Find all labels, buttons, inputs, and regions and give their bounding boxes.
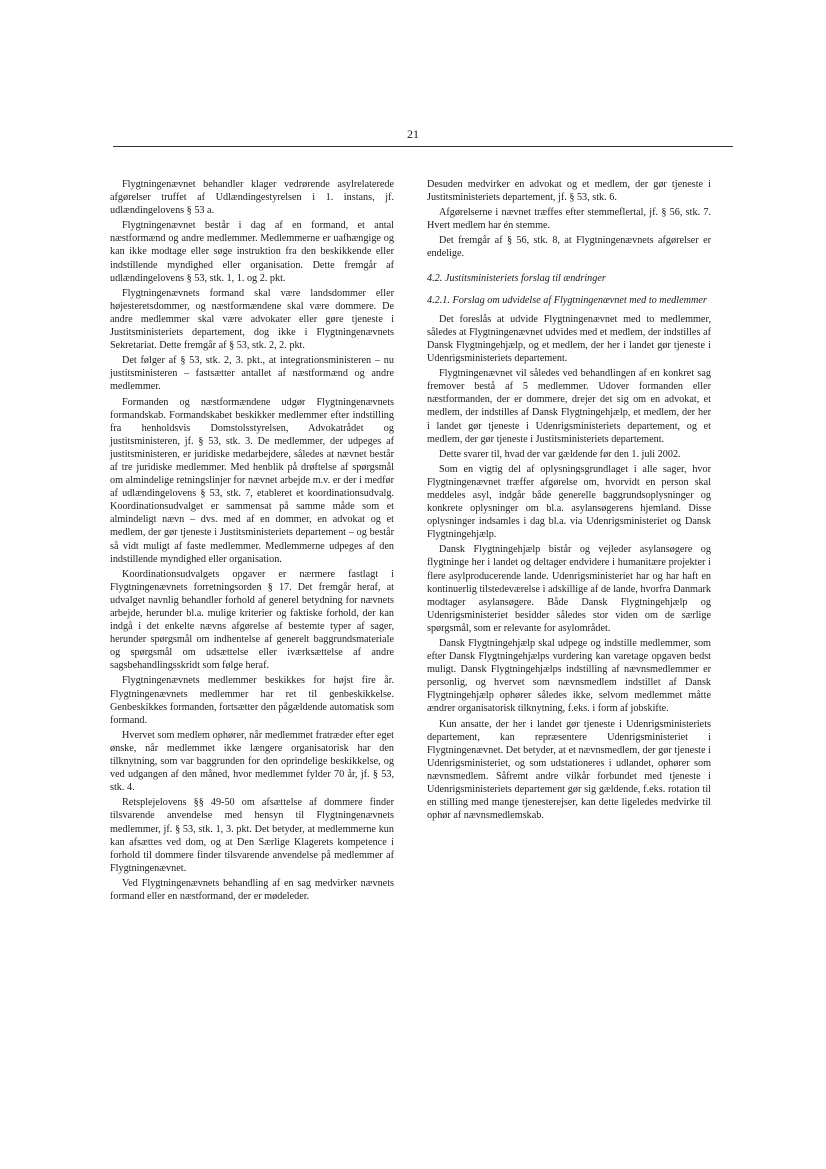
paragraph: Koordinationsudvalgets opgaver er nærmere fastlagt i Flygtningenævnets forretningsorden § 17. Det fremgår heraf, at udvalget navnlig behandler forhold af generel betydning for nævnets arbejde, herunder bl.a. mulige kriterier og faktiske forhold, der kan indgå i det enkelte nævns afgørelse af bestemte typer af sager, herunder spørgsmål om indhentelse af generelt baggrundsmateriale og spørgsmål om udsættelse eller iværksættelse af andre sagsbehandlingsskridt som følge heraf. — [110, 568, 394, 672]
paragraph: Som en vigtig del af oplysningsgrundlaget i alle sager, hvor Flygtningenævnet træffer afgørelse om, hvorvidt en person skal meddeles asyl, indgår både generelle baggrundsoplysninger og konkrete oplysninger om bl.a. asylansøgerens hjemland. Disse oplysninger indsamles i dag bl.a. via Udenrigsministeriet og Dansk Flygtningehjælp. — [427, 463, 711, 541]
header-rule — [113, 146, 733, 147]
page-number: 21 — [407, 127, 419, 141]
paragraph: Formanden og næstformændene udgør Flygtningenævnets formandskab. Formandskabet beskikker medlemmer efter indstilling fra henholdsvis Domstolsstyrelsen, Advokatrådet og justitsministeren, jf. § 53, stk. 3. De medlemmer, der udpeges af justitsministeren, er juridiske medarbejdere, således at nævnet består af tre juridiske medlemmer. Med henblik på drøftelse af spørgsmål om almindelige retningslinjer for nævnet arbejde m.v. er der i medfør af udlændingelovens § 53, stk. 7, etableret et koordinationsudvalg. Koordinationsudvalget er sammensat på samme måde som et almindeligt nævn – dvs. med af en dommer, en advokat og et medlem, der gør tjeneste i Justitsministeriets departement – og består så vidt muligt af faste medlemmer. Medlemmerne udpeges af den indstillende myndighed eller organisation. — [110, 396, 394, 565]
paragraph: Ved Flygtningenævnets behandling af en sag medvirker nævnets formand eller en næstformand, der er mødeleder. — [110, 877, 394, 902]
left-column — [110, 178, 394, 905]
paragraph: Det foreslås at udvide Flygtningenævnet med to medlemmer, således at Flygtningenævnet udvides med et medlem, der indstilles af Dansk Flygtningehjælp, og et medlem, der her i landet gør tjeneste i Udenrigsministeriets departement. — [427, 313, 711, 365]
paragraph: Det følger af § 53, stk. 2, 3. pkt., at integrationsministeren – nu justitsministeren – fastsætter antallet af næstformænd og andre medlemmer. — [110, 355, 394, 393]
section-heading: 4.2. Justitsministeriets forslag til ændringer — [427, 272, 606, 284]
paragraph: Afgørelserne i nævnet træffes efter stemmeflertal, jf. § 56, stk. 7. Hvert medlem har én stemme. — [427, 207, 711, 232]
paragraph: Dansk Flygtningehjælp skal udpege og indstille medlemmer, som efter Dansk Flygtningehjælps vurdering kan varetage opgaven bedst muligt. Dansk Flygtningehjælps indstilling af nævnsmedlemmer er personlig, og hvervet som nævnsmedlem indstillet af Dansk Flygtningehjælp ophører således ikke, selvom medlemmet måtte ændrer organisatorisk tilknytning, f.eks. i form af jobskifte. — [427, 638, 711, 715]
paragraph: Det fremgår af § 56, stk. 8, at Flygtningenævnets afgørelser er endelige. — [427, 235, 711, 260]
paragraph: Flygtningenævnet består i dag af en formand, et antal næstformænd og andre medlemmer. Medlemmerne er uafhængige og kan ikke modtage eller søge instruktion fra den beskikkende eller indstillende myndighed eller organisation. Dette fremgår af udlændingelovens § 53, stk. 1, 1. og 2. pkt. — [110, 220, 394, 284]
right-column — [427, 178, 711, 824]
subsection-heading: 4.2.1. Forslag om udvidelse af Flygtningenævnet med to medlemmer — [427, 294, 707, 306]
paragraph: Retsplejelovens §§ 49-50 om afsættelse af dommere finder tilsvarende anvendelse med hensyn til Flygtningenævnets medlemmer, jf. § 53, stk. 1, 3. pkt. Det betyder, at medlemmerne kun kan afsættes ved dom, og at Den Særlige Klagerets kompetence i forhold til dommere finder tilsvarende anvendelse på medlemmer af Flygtningenævnet. — [110, 797, 394, 874]
paragraph: Desuden medvirker en advokat og et medlem, der gør tjeneste i Justitsministeriets departement, jf. § 53, stk. 6. — [427, 179, 711, 204]
paragraph: Hvervet som medlem ophører, når medlemmet fratræder efter eget ønske, når medlemmet ikke længere organisatorisk har den tilknytning, som var baggrunden for den oprindelige beskikkelse, og ved udgangen af den måned, hvor medlemmet fylder 70 år, jf. § 53, stk. 4. — [110, 729, 394, 794]
paragraph: Kun ansatte, der her i landet gør tjeneste i Udenrigsministeriets departement, kan repræsentere Udenrigsministeriet i Flygtningenævnet. Det betyder, at et nævnsmedlem, der gør tjeneste i Udenrigsministeriet, og som udstationeres i udlandet, ophører som nævnsmedlem. Såfremt andre vilkår forbundet med tjeneste i Udenrigsministeriets departement gør sig gældende, f.eks. rotation til en stilling med mange tjenesterejser, kan dette ligeledes medvirke til ophør af nævnsmedlemskab. — [427, 718, 711, 822]
paragraph: Flygtningenævnet vil således ved behandlingen af en konkret sag fremover bestå af 5 medlemmer. Udover formanden eller næstformanden, der er dommere, drejer det sig om en advokat, et medlem, der indstilles af Dansk Flygtningehjælp, et medlem, der her i landet gør tjeneste i Udenrigsministeriets departement, og et medlem, der gør tjeneste i Justitsministeriets departement. — [427, 368, 711, 445]
paragraph: Flygtningenævnet behandler klager vedrørende asylrelaterede afgørelser truffet af Udlændingestyrelsen i 1. instans, jf. udlændingelovens § 53 a. — [110, 179, 394, 217]
paragraph: Flygtningenævnets formand skal være landsdommer eller højesteretsdommer, og næstformændene skal være dommere. De andre medlemmer skal være advokater eller gøre tjeneste i Justitsministeriets departement, dog ikke i Flygtningenævnets Sekretariat. Dette fremgår af § 53, stk. 2, 2. pkt. — [110, 287, 394, 352]
paragraph: Dansk Flygtningehjælp bistår og vejleder asylansøgere og flygtninge her i landet og deltager endvidere i humanitære projekter i flere asylproducerende lande. Udenrigsministeriet har og har haft en kontinuerlig tilstedeværelse i adskillige af de lande, hvorfra Danmark modtager asylansøgere. Både Dansk Flygtningehjælp og Udenrigsministeriet besidder således stor viden om de særlige spørgsmål, som er relevante for asylområdet. — [427, 544, 711, 634]
paragraph: Dette svarer til, hvad der var gældende før den 1. juli 2002. — [439, 448, 681, 460]
paragraph: Flygtningenævnets medlemmer beskikkes for højst fire år. Flygtningenævnets medlemmer har ret til genbeskikkelse. Genbeskikkes formanden, fortsætter den pågældende automatisk som formand. — [110, 675, 394, 726]
